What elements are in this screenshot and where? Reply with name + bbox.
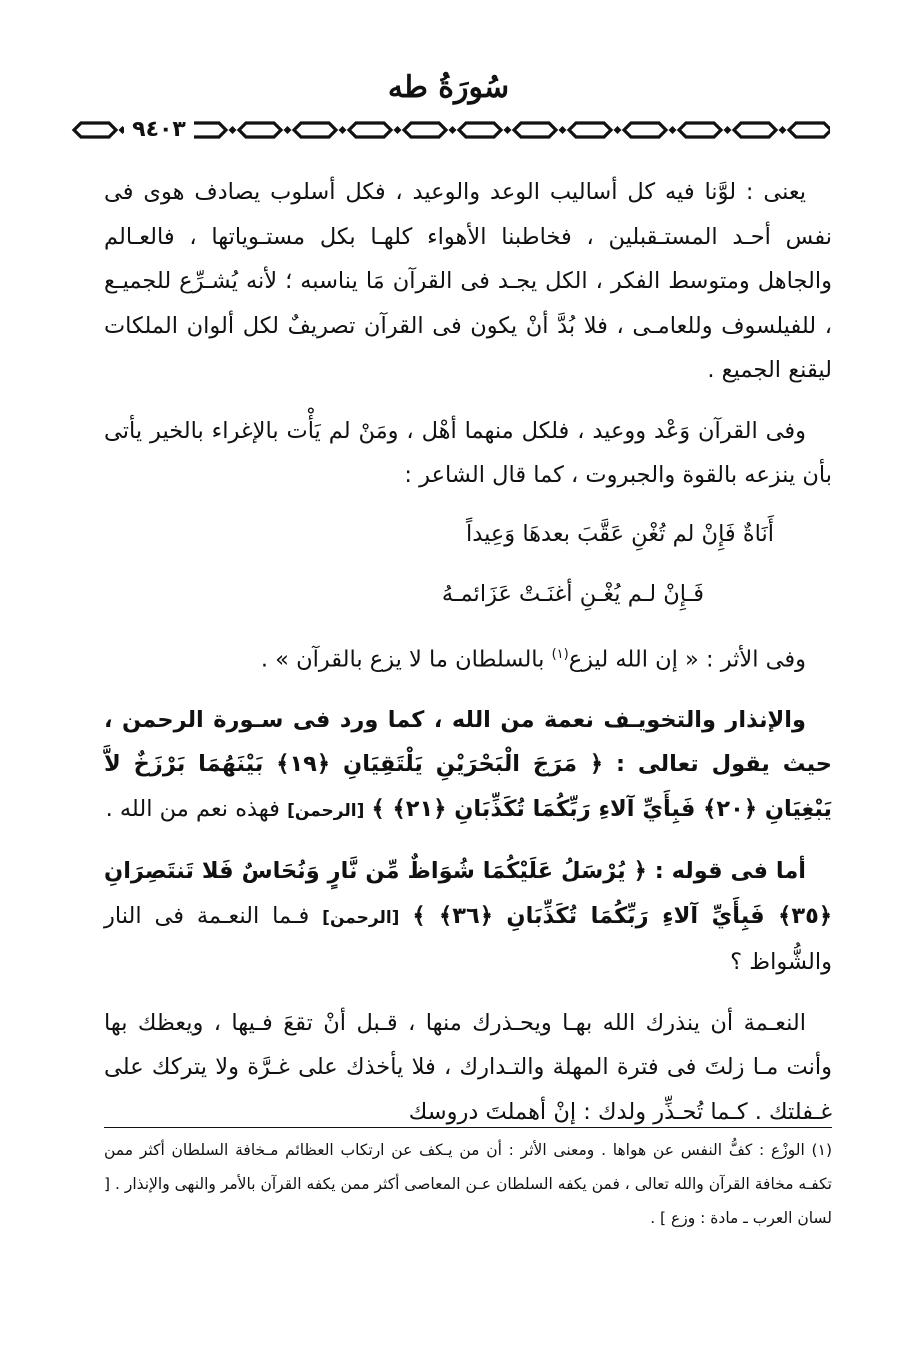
paragraph: وفى القرآن وَعْد ووعيد ، فلكل منهما أهْل ، ومَنْ لم يَأْت بالإغراء بالخير يأتى بأن ينزعه بالقوة والجبروت ، كما قال الشاعر : [104,417,832,488]
ornament-link [514,123,556,137]
page-header [0,62,897,152]
ornament-link [624,123,666,137]
paragraph-text: فـما النعـمة فى النار والشُّواظ ؟ [104,902,832,975]
poetry-verse: أَنَاةٌ فَإِنْ لم تُغْنِ عَقَّبَ بعدهَا وَعِيداً [466,520,774,547]
ornament-link [349,123,391,137]
paragraph-text: بالسلطان ما لا يزع بالقرآن » . [260,646,552,672]
footnote: (١) الوزْع : كفُّ النفس عن هواها . ومعنى الأثر : أن من يـكف عن ارتكاب العظائم مـخافة السلطان أكثر ممن تكفـه مخافة القرآن والله تعالى ، فمن يكفه السلطان عـن المعاصى أكثر ممن يكفه القرآن بالأمر والنهى والإنذار . [ لسان العرب ـ مادة : وزع ] . [104,1141,832,1227]
poetry-verse: فَـإِنْ لـم يُغْـنِ أغنَـتْ عَزَائمـهُ [441,581,704,607]
paragraph-text: فهذه نعم من الله . [105,795,288,822]
quran-quote: أما فى قوله : ﴿ يُرْسَلُ عَلَيْكُمَا شُوَاظٌ مِّن نَّارٍ وَنُحَاسٌ فَلا تَنتَصِرَانِ ﴿٣٥﴾ فَبِأَيِّ آلاءِ رَبِّكُمَا تُكَذِّبَانِ ﴿٣٦﴾ ﴾ [104,858,832,929]
paragraph [104,633,832,682]
page-number: ٩٤٠٣ [124,116,194,144]
ornament-diamond [229,126,237,134]
ornament-diamond [614,126,622,134]
ornament-link [74,123,116,137]
paragraph: النعـمة أن ينذرك الله بهـا ويحـذرك منها ، قـبل أنْ تقعَ فـيها ، ويعظك بها وأنت مـا زلتَ فى فترة المهلة والتـدارك ، فلا يأخذك على غـرَّة ولا يتركك على غـفلتك . كـما تُحـذِّر ولدك : إنْ أهملتَ دروسك [104,1009,832,1125]
ornament-link [294,123,336,137]
ornament-diamond [394,126,402,134]
surah-reference: [الرحمن] [322,907,400,928]
ornament-diamond [779,126,787,134]
paragraph-text: وفى الأثر : « إن الله ليزع [568,646,806,672]
ornament-diamond [284,126,292,134]
ornament-diamond [724,126,732,134]
ornament-diamond [559,126,567,134]
ornament-link [789,123,830,137]
ornament-link [679,123,721,137]
ornament-link [459,123,501,137]
footnote-marker: (١) [551,646,569,662]
ornament-diamond [449,126,457,134]
ornament-diamond [504,126,512,134]
footnote-divider [104,1127,832,1128]
ornament-diamond [669,126,677,134]
quran-quote: والإنذار والتخويـف نعمة من الله ، كما ورد فى سـورة الرحمن ، حيث يقول تعالى : ﴿ مَرَجَ الْبَحْرَيْنِ يَلْتَقِيَانِ ﴿١٩﴾ بَيْنَهُمَا بَرْزَخٌ لاَّ يَبْغِيَانِ ﴿٢٠﴾ فَبِأَيِّ آلاءِ رَبِّكُمَا تُكَذِّبَانِ ﴿٢١﴾ ﴾ [104,706,832,822]
paragraph: يعنى : لوَّنا فيه كل أساليب الوعد والوعيد ، فكل أسلوب يصادف هوى فى نفس أحـد المستـقبلين ، فخاطبنا الأهواء كلهـا بكل مستـوياتها ، فالعـالم والجاهل ومتوسط الفكر ، الكل يجـد فى القرآن مَا يناسبه ؛ لأنه يُشـرِّع للجميـع ، للفيلسوف وللعامـى ، فلا بُدَّ أنْ يكون فى القرآن تصريفٌ لكل ألوان الملكات ليقنع الجميع . [104,179,832,383]
paragraph [104,698,832,834]
ornament-link [734,123,776,137]
ornament-link [404,123,446,137]
main-text [104,170,832,1150]
paragraph [104,849,832,985]
ornament-diamond [339,126,347,134]
ornament-link [239,123,281,137]
surah-reference: [الرحمن] [287,800,365,821]
ornament-link [569,123,611,137]
surah-title: سُورَةُ طه [387,70,510,105]
